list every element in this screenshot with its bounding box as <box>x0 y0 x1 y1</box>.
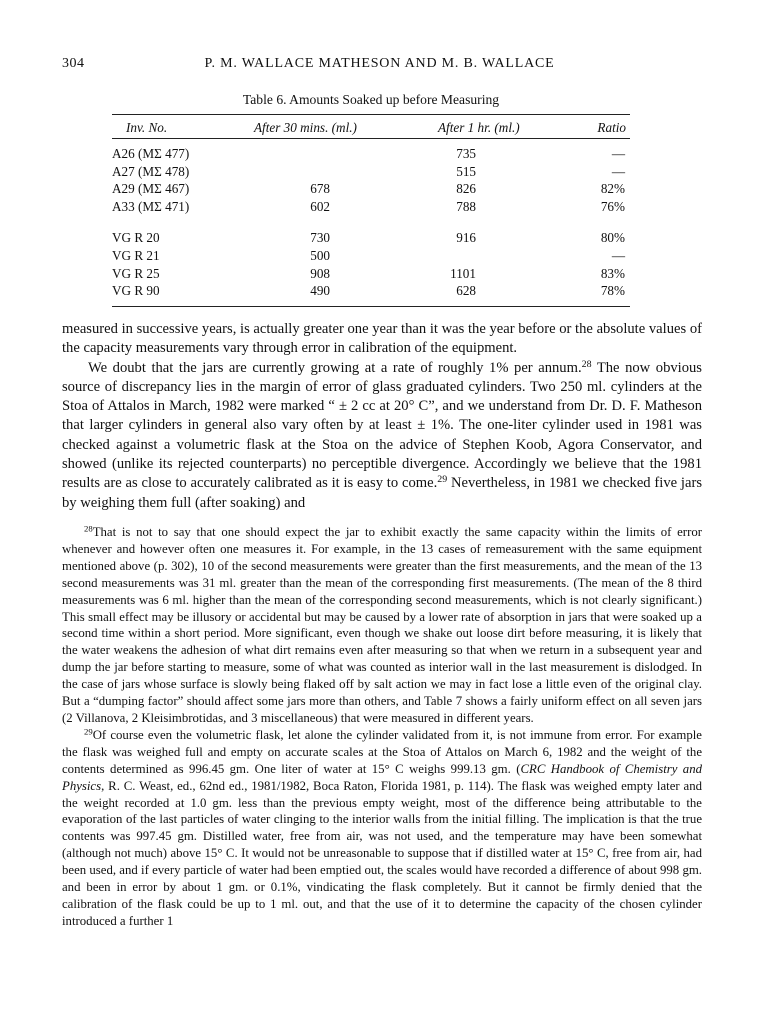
table-row <box>112 247 630 265</box>
cell-ratio: 82% <box>600 181 625 197</box>
body-paragraph-2 <box>62 359 702 513</box>
table-row <box>112 229 630 247</box>
table-group-gap <box>112 215 630 229</box>
cell-ratio: — <box>611 163 625 179</box>
table-header-rule <box>112 138 630 139</box>
table-row <box>112 198 630 216</box>
cell-after-1hr: 788 <box>456 198 476 214</box>
table-row <box>112 145 630 163</box>
footnote-ref-28[interactable]: 28 <box>581 358 592 370</box>
cell-inv-no: VG R 20 <box>112 230 160 246</box>
cell-after-30: 602 <box>310 198 330 214</box>
table-caption: Table 6. Amounts Soaked up before Measuring <box>242 92 500 107</box>
table-row <box>112 265 630 283</box>
table-row <box>112 282 630 300</box>
table-top-rule <box>112 114 630 115</box>
body-text-run: Nevertheless, in 1981 we checked five jars by weighing them full (after soaking) and <box>62 475 702 511</box>
cell-ratio: — <box>611 146 625 161</box>
cell-after-1hr: 735 <box>456 146 476 161</box>
cell-ratio: 80% <box>600 230 625 246</box>
footnote-text: Of course even the volumetric flask, let alone the cylinder validated from it, is not immune from error. For example the flask was weighed full and empty on accurate scales at the Stoa of Attalos on March 6, 1982 and the weight of the contents determined as 996.45 gm. One liter of water at 15° C weighs 999.13 gm. ( <box>62 727 702 776</box>
table-column-headers <box>112 120 630 138</box>
cell-ratio: 83% <box>600 265 625 281</box>
footnote-text: , R. C. Weast, ed., 62nd ed., 1981/1982, Boca Raton, Florida 1981, p. 114). The flask was weighed empty later and the weight recorded at 1.0 gm. less than the previous empty weight, most of the difference being attributable to the evaporation of the last particles of water clinging to the interior walls from the initial filling. The implication is that the true contents was 997.45 gm. Distilled water, free from air, was not used, and the temperature may have been somewhat (although not much) above 15° C. It would not be unreasonable to suppose that if distilled water at 15° C, free from air, had been used, and if every particle of water had been emptied out, the scales would have recorded a difference of about 998 gm. and been in error by about 1 gm. or 0.1%, vindicating the flask completely. But it cannot be firmly denied that the calibration of the flask could be up to 1 ml. out, and that the use of it to determine the capacity of the chosen cylinder introduced a further 1 <box>62 778 702 928</box>
cell-inv-no: VG R 90 <box>112 283 160 299</box>
footnote-28 <box>62 524 702 727</box>
table-row <box>112 180 630 198</box>
cell-inv-no: A33 (ΜΣ 471) <box>112 198 190 214</box>
table-bottom-rule <box>112 306 630 307</box>
footnote-ref-29[interactable]: 29 <box>437 474 448 486</box>
col-header-ratio: Ratio <box>597 120 626 135</box>
footnote-29 <box>62 727 702 930</box>
cell-after-30: 490 <box>310 283 330 299</box>
table-row <box>112 163 630 181</box>
col-header-inv-no: Inv. No. <box>126 120 168 135</box>
table-6 <box>112 92 630 307</box>
footnote-text: That is not to say that one should expect the jar to exhibit exactly the same capacity within the limits of error whenever and however often one measures it. For example, in the 13 cases of remeasurement with the same equipment mentioned above (p. 302), 10 of the second measurements were greater than the first measurements, and the mean of the 13 second measurements was 31 ml. greater than the mean of the corresponding first measurements. (The mean of the 8 third measurements was 6 ml. higher than the mean of the corresponding second measurements, which is not clearly significant.) This small effect may be illusory or accidental but may be caused by a lower rate of absorption in jars that were soaked up a second time within a short period. More significant, even though we shake out loose dirt before measuring, it is likely that the water weakens the adhesion of what dirt remains even after measuring so that when we return in a subsequent year and dump the jar before starting to measure, some of what was counted as interior wall in the last measurement is dislodged. In the case of jars whose surface is slowly being flaked off by salt action we may in fact lose a little even of the original clay. But a “dumping factor” should affect some jars more than others, and Table 7 shows a fairly uniform effect on all seven jars (2 Villanova, 2 Kleisimbrotidas, and 3 miscellaneous) that were measured in different years. <box>62 525 702 725</box>
cell-after-1hr: 1101 <box>450 265 476 281</box>
cell-after-1hr: 515 <box>456 163 476 179</box>
col-header-after-30-mins: After 30 mins. (ml.) <box>254 120 357 135</box>
body-paragraph-1: measured in successive years, is actually greater one year than it was the year before or the absolute values of the capacity measurements vary through error in calibration of the equipment. <box>62 321 702 357</box>
cell-after-30: 678 <box>310 181 330 197</box>
cell-inv-no: A26 (ΜΣ 477) <box>112 146 190 161</box>
cell-inv-no: A29 (ΜΣ 467) <box>112 181 190 197</box>
col-header-after-1-hr: After 1 hr. (ml.) <box>438 120 520 135</box>
cell-inv-no: VG R 25 <box>112 265 160 281</box>
cell-after-30: 908 <box>310 265 330 281</box>
cell-ratio: 76% <box>600 198 625 214</box>
cell-ratio: — <box>611 247 625 263</box>
body-text-run: We doubt that the jars are currently growing at a rate of roughly 1% per annum. <box>88 359 582 376</box>
footnotes <box>62 524 702 930</box>
footnote-mark-29: 29 <box>84 726 93 737</box>
cell-after-1hr: 628 <box>456 283 476 299</box>
page-number: 304 <box>62 56 85 71</box>
cell-ratio: 78% <box>600 283 625 299</box>
cell-after-1hr: 916 <box>456 230 476 246</box>
body-text <box>62 320 702 513</box>
body-text-run: The now obvious source of discrepancy lies in the margin of error of glass graduated cylinders. Two 250 ml. cylinders at the Stoa of Attalos in March, 1982 were marked “ ± 2 cc at 20° C”, and we understand from Dr. D. F. Matheson that larger cylinders in general also vary often by at least ± 1%. The one-liter cylinder used in 1981 was checked against a volumetric flask at the Stoa on the advice of Stephen Koob, Agora Conservator, and showed (unlike its rejected counterparts) no perceptible divergence. Accordingly we believe that the 1981 results are as close to accurately calibrated as it is easy to come. <box>62 359 702 492</box>
cell-after-30: 730 <box>310 230 330 246</box>
cell-inv-no: VG R 21 <box>112 247 160 263</box>
footnote-citation-title: CRC Handbook of Chemistry and Physics <box>62 761 702 793</box>
footnote-mark-28: 28 <box>84 523 93 534</box>
cell-after-1hr: 826 <box>456 181 476 197</box>
cell-inv-no: A27 (ΜΣ 478) <box>112 163 190 179</box>
running-head <box>62 56 697 76</box>
cell-after-30: 500 <box>310 247 330 263</box>
table-body <box>112 145 630 300</box>
running-title: P. M. WALLACE MATHESON AND M. B. WALLACE <box>204 56 555 71</box>
